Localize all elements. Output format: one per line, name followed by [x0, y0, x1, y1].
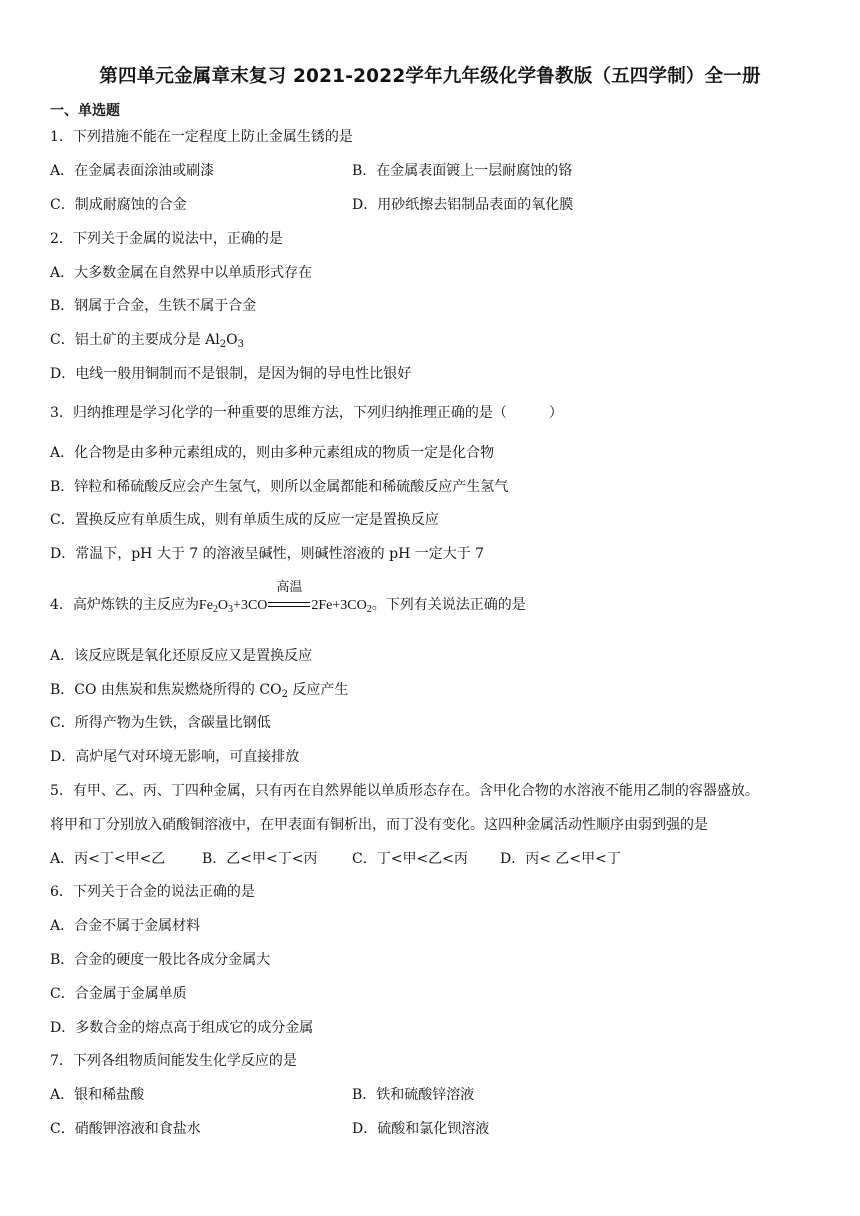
q4-option-c: C．所得产物为生铁，含碳量比钢低 — [50, 715, 271, 731]
q6-option-d: D．多数合金的熔点高于组成它的成分金属 — [50, 1020, 314, 1036]
q3-stem: 3．归纳推理是学习化学的一种重要的思维方法，下列归纳推理正确的是（ ） — [50, 405, 563, 421]
q7-option-a: A．银和稀盐酸 — [50, 1087, 145, 1103]
q6-option-a: A．合金不属于金属材料 — [50, 918, 201, 934]
q7-option-c: C．硝酸钾溶液和食盐水 — [50, 1121, 201, 1137]
page-title: 第四单元金属章末复习 2021-2022学年九年级化学鲁教版（五四学制）全一册 — [99, 66, 761, 87]
q1-option-b: B．在金属表面镀上一层耐腐蚀的铬 — [352, 163, 573, 179]
q5-option-c: C．丁<甲<乙<丙 — [352, 851, 468, 867]
q7-option-d: D．硫酸和氯化钡溶液 — [352, 1121, 490, 1137]
section-heading: 一、单选题 — [50, 103, 120, 119]
q1-option-d: D．用砂纸擦去铝制品表面的氧化膜 — [352, 197, 574, 213]
q1-option-c: C．制成耐腐蚀的合金 — [50, 197, 187, 213]
q5-stem-line2: 将甲和丁分别放入硝酸铜溶液中，在甲表面有铜析出，而丁没有变化。这四种金属活动性顺序由弱到强的是 — [50, 817, 708, 833]
q7-stem: 7．下列各组物质间能发生化学反应的是 — [50, 1053, 297, 1069]
q6-option-c: C．合金属于金属单质 — [50, 986, 187, 1002]
q4-option-d: D．高炉尾气对环境无影响，可直接排放 — [50, 749, 300, 765]
q4-equation: $Fe_2O_3+3CO$ 高温 $2Fe+3CO_2$ — [198, 580, 372, 615]
q3-option-a: A．化合物是由多种元素组成的，则由多种元素组成的物质一定是化合物 — [50, 445, 495, 461]
q7-option-b: B．铁和硫酸锌溶液 — [352, 1087, 475, 1103]
q2-option-c: C．铝土矿的主要成分是 $Al_2O_3$ — [50, 332, 244, 350]
q2-option-d: D．电线一般用铜制而不是银制，是因为铜的导电性比银好 — [50, 366, 412, 382]
q1-stem: 1．下列措施不能在一定程度上防止金属生锈的是 — [50, 129, 353, 145]
q3-option-c: C．置换反应有单质生成，则有单质生成的反应一定是置换反应 — [50, 512, 439, 528]
q3-option-b: B．锌粒和稀硫酸反应会产生氢气，则所以金属都能和稀硫酸反应产生氢气 — [50, 479, 509, 495]
q5-option-b: B．乙<甲<丁<丙 — [202, 851, 318, 867]
q2-option-a: A．大多数金属在自然界中以单质形式存在 — [50, 265, 313, 281]
q6-stem: 6．下列关于合金的说法正确的是 — [50, 884, 255, 900]
q5-option-d: D．丙< 乙<甲<丁 — [500, 851, 621, 867]
q4-option-b: B．CO 由焦炭和焦炭燃烧所得的 $CO_2$ 反应产生 — [50, 682, 349, 700]
q5-stem-line1: 5．有甲、乙、丙、丁四种金属，只有丙在自然界能以单质形态存在。含甲化合物的水溶液不能用乙制的容器盛放。 — [50, 783, 759, 799]
q4-stem: 4．高炉炼铁的主反应为$Fe_2O_3+3CO$ 高温 $2Fe+3CO_2$。下列有关说法正确的是 — [50, 580, 526, 615]
q4-option-a: A．该反应既是氧化还原反应又是置换反应 — [50, 648, 313, 664]
q6-option-b: B．合金的硬度一般比各成分金属大 — [50, 952, 271, 968]
q1-option-a: A．在金属表面涂油或刷漆 — [50, 163, 215, 179]
q2-stem: 2．下列关于金属的说法中，正确的是 — [50, 231, 283, 247]
reaction-condition: 高温 — [268, 597, 310, 615]
q5-option-a: A．丙<丁<甲<乙 — [50, 851, 166, 867]
q3-option-d: D．常温下，pH 大于 7 的溶液呈碱性，则碱性溶液的 pH 一定大于 7 — [50, 546, 485, 562]
q2-option-b: B．钢属于合金，生铁不属于合金 — [50, 298, 257, 314]
